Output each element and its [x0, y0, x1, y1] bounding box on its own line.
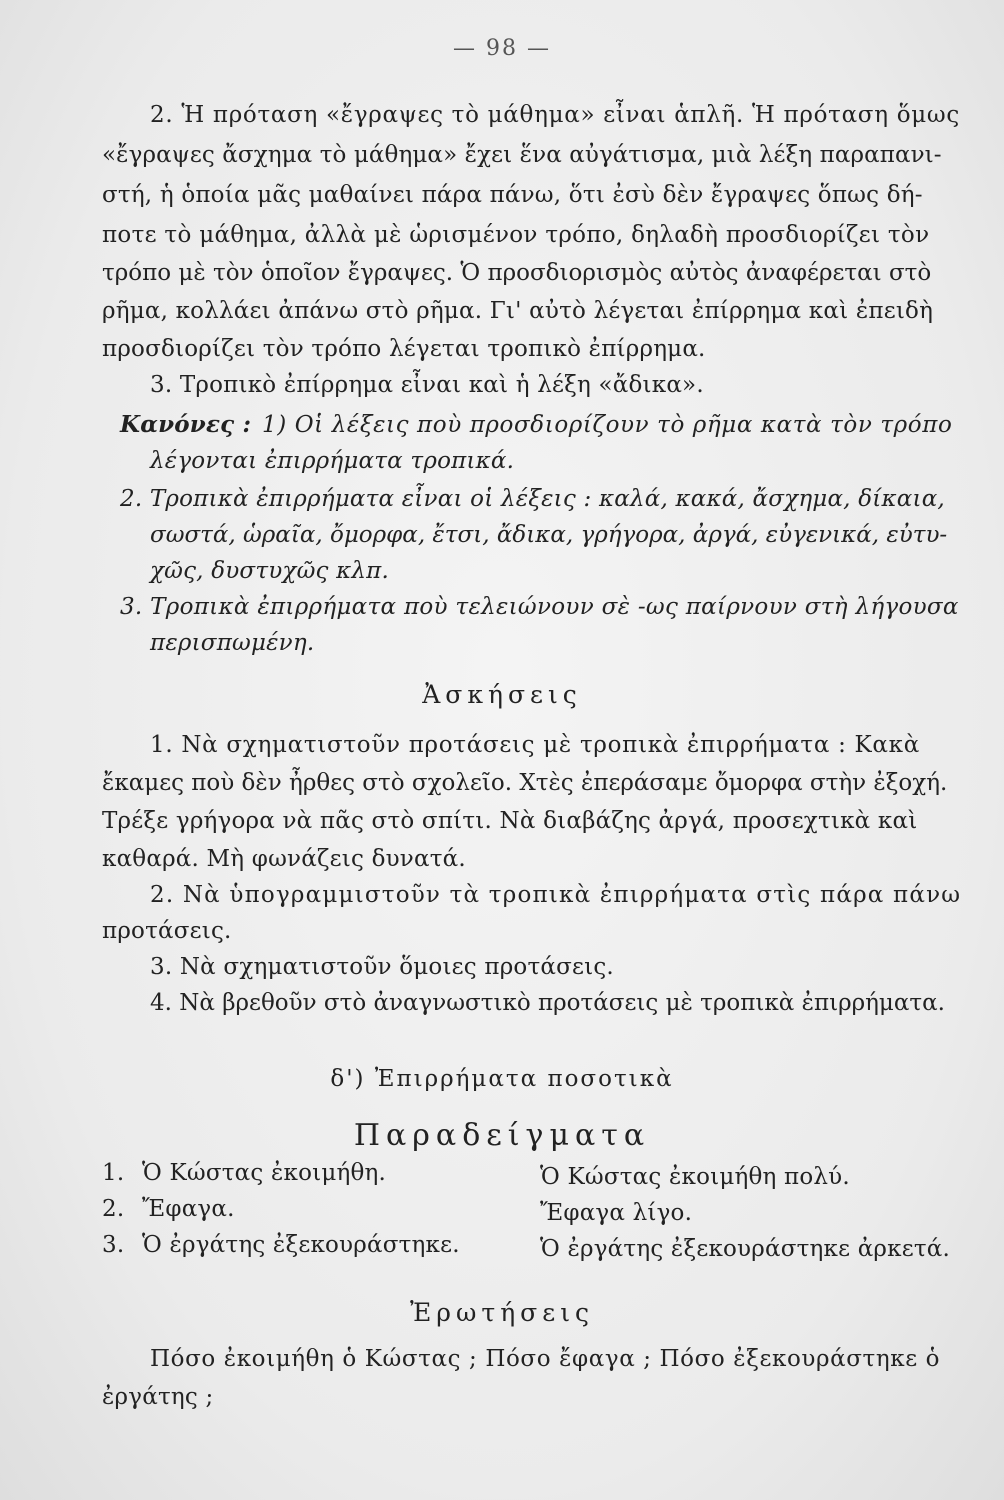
exercise-line: καθαρά. Μὴ φωνάζεις δυνατά.: [102, 846, 466, 872]
exercise-line: 1. Νὰ σχηματιστοῦν προτάσεις μὲ τροπικὰ ἐπιρρήματα : Κακὰ: [150, 732, 920, 758]
rule-line: λέγονται ἐπιρρήματα τροπικά.: [150, 448, 515, 474]
paragraph-line: προσδιορίζει τὸν τρόπο λέγεται τροπικὸ ἐπίρρημα.: [102, 336, 706, 362]
rule-line: 1) Οἱ λέξεις ποὺ προσδιορίζουν τὸ ρῆμα κατὰ τὸν τρόπο: [262, 412, 953, 438]
example-number: 3.: [102, 1232, 125, 1258]
exercise-line: Τρέξε γρήγορα νὰ πᾶς στὸ σπίτι. Νὰ διαβάζης ἀργά, προσεχτικὰ καὶ: [102, 808, 918, 834]
exercise-line: ἔκαμες ποὺ δὲν ἦρθες στὸ σχολεῖο. Χτὲς ἐπεράσαμε ὄμορφα στὴν ἐξοχή.: [102, 770, 948, 796]
exercise-line: 4. Νὰ βρεθοῦν στὸ ἀναγνωστικὸ προτάσεις μὲ τροπικὰ ἐπιρρήματα.: [150, 990, 945, 1016]
rule-line: 3. Τροπικὰ ἐπιρρήματα ποὺ τελειώνουν σὲ -ως παίρνουν στὴ λήγουσα: [120, 594, 959, 620]
example-number: 1.: [102, 1160, 125, 1186]
rule-line: χῶς, δυστυχῶς κλπ.: [150, 558, 390, 584]
paragraph-line: στή, ἡ ὁποία μᾶς μαθαίνει πάρα πάνω, ὅτι ἐσὺ δὲν ἔγραψες ὅπως δή-: [102, 182, 923, 208]
page-number: — 98 —: [453, 36, 551, 61]
paragraph-line: ποτε τὸ μάθημα, ἀλλὰ μὲ ὡρισμένον τρόπο, δηλαδὴ προσδιορίζει τὸν: [102, 222, 930, 248]
questions-heading: Ἐρωτήσεις: [409, 1298, 595, 1327]
rules-label: Κανόνες :: [120, 411, 252, 438]
examples-heading: Παραδείγματα: [353, 1118, 651, 1153]
rule-line: 2. Τροπικὰ ἐπιρρήματα εἶναι οἱ λέξεις : καλά, κακά, ἄσχημα, δίκαια,: [120, 486, 945, 512]
example-left: Ἔφαγα.: [142, 1196, 235, 1222]
paragraph-line: 3. Τροπικὸ ἐπίρρημα εἶναι καὶ ἡ λέξη «ἄδικα».: [150, 372, 704, 398]
exercise-line: 2. Νὰ ὑπογραμμιστοῦν τὰ τροπικὰ ἐπιρρήματα στὶς πάρα πάνω: [150, 882, 962, 908]
exercise-line: 3. Νὰ σχηματιστοῦν ὅμοιες προτάσεις.: [150, 954, 614, 980]
question-line: ἐργάτης ;: [102, 1384, 214, 1410]
example-left: Ὁ ἐργάτης ἐξεκουράστηκε.: [142, 1232, 460, 1258]
example-right: Ὁ Κώστας ἐκοιμήθη πολύ.: [540, 1164, 850, 1190]
example-right: Ὁ ἐργάτης ἐξεκουράστηκε ἀρκετά.: [540, 1236, 951, 1262]
exercise-line: προτάσεις.: [102, 918, 232, 944]
paragraph-line: ρῆμα, κολλάει ἀπάνω στὸ ρῆμα. Γι' αὐτὸ λέγεται ἐπίρρημα καὶ ἐπειδὴ: [102, 298, 934, 324]
rule-line: περισπωμένη.: [150, 630, 315, 656]
paragraph-line: 2. Ἡ πρόταση «ἔγραψες τὸ μάθημα» εἶναι ἁπλῆ. Ἡ πρόταση ὅμως: [150, 102, 960, 128]
example-number: 2.: [102, 1196, 125, 1222]
paragraph-line: τρόπο μὲ τὸν ὁποῖον ἔγραψες. Ὁ προσδιορισμὸς αὐτὸς ἀναφέρεται στὸ: [102, 260, 932, 286]
section-title: δ') Ἐπιρρήματα ποσοτικὰ: [330, 1066, 674, 1092]
example-left: Ὁ Κώστας ἐκοιμήθη.: [142, 1160, 387, 1186]
rule-line: σωστά, ὡραῖα, ὄμορφα, ἔτσι, ἄδικα, γρήγορα, ἀργά, εὐγενικά, εὐτυ-: [150, 522, 948, 548]
question-line: Πόσο ἐκοιμήθη ὁ Κώστας ; Πόσο ἔφαγα ; Πόσο ἐξεκουράστηκε ὁ: [150, 1346, 941, 1372]
paragraph-line: «ἔγραψες ἄσχημα τὸ μάθημα» ἔχει ἕνα αὐγάτισμα, μιὰ λέξη παραπανι-: [102, 142, 942, 168]
exercises-heading: Ἀσκήσεις: [422, 680, 582, 709]
example-right: Ἔφαγα λίγο.: [540, 1200, 693, 1226]
